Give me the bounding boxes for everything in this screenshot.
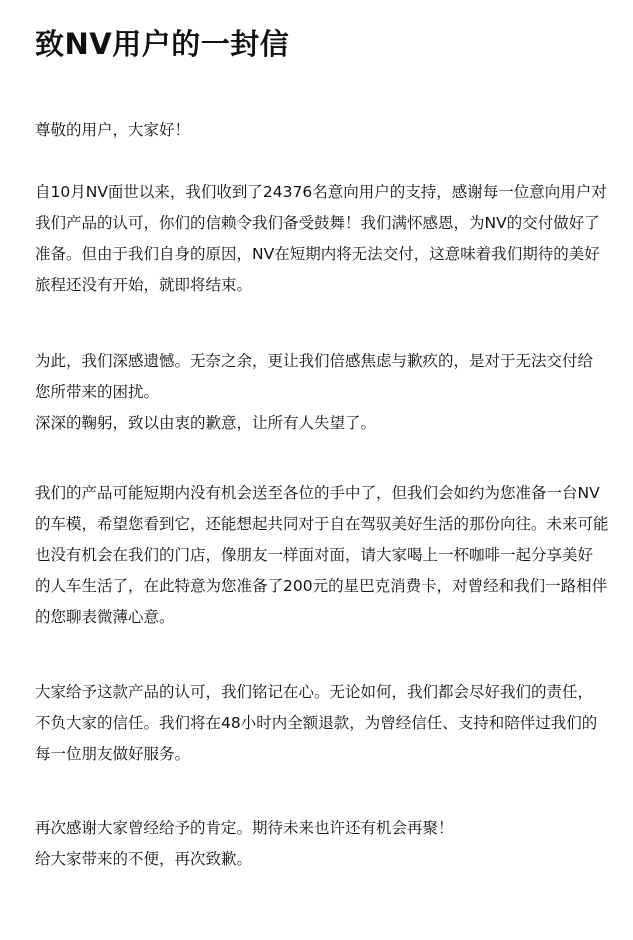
- paragraph-line: 旅程还没有开始，就即将结束。: [35, 276, 253, 294]
- letter-greeting: 尊敬的用户，大家好！: [35, 121, 191, 139]
- paragraph-line: 为此，我们深感遗憾。无奈之余，更让我们倍感焦虑与歉疚的，是对于无法交付给: [35, 352, 594, 370]
- paragraph-line: 给大家带来的不便，再次致歉。: [35, 850, 253, 868]
- paragraph-line: 的人车生活了，在此特意为您准备了200元的星巴克消费卡，对曾经和我们一路相伴: [35, 577, 608, 595]
- paragraph-line: 大家给予这款产品的认可，我们铭记在心。无论如何，我们都会尽好我们的责任，: [35, 683, 594, 701]
- paragraph-line: 也没有机会在我们的门店，像朋友一样面对面，请大家喝上一杯咖啡一起分享美好: [35, 546, 594, 564]
- paragraph-line: 不负大家的信任。我们将在48小时内全额退款，为曾经信任、支持和陪伴过我们的: [35, 714, 598, 732]
- paragraph-line: 再次感谢大家曾经给予的肯定。期待未来也许还有机会再聚！: [35, 819, 454, 837]
- paragraph-line: 每一位朋友做好服务。: [35, 745, 191, 763]
- letter-title: 致NV用户的一封信: [35, 27, 290, 61]
- paragraph-line: 的您聊表微薄心意。: [35, 608, 175, 626]
- paragraph-5: [35, 813, 615, 875]
- paragraph-line: 的车模，希望您看到它，还能想起共同对于自在驾驭美好生活的那份向往。未来可能: [35, 515, 609, 533]
- paragraph-line: 您所带来的困扰。: [35, 383, 160, 401]
- paragraph-line: 深深的鞠躬，致以由衷的歉意，让所有人失望了。: [35, 414, 377, 432]
- paragraph-line: 准备。但由于我们自身的原因，NV在短期内将无法交付，这意味着我们期待的美好: [35, 245, 600, 263]
- paragraph-4: [35, 677, 615, 770]
- paragraph-3: [35, 478, 615, 633]
- paragraph-2: [35, 346, 615, 439]
- paragraph-line: 自10月NV面世以来，我们收到了24376名意向用户的支持，感谢每一位意向用户对: [35, 183, 607, 201]
- paragraph-1: [35, 177, 615, 301]
- paragraph-line: 我们产品的认可，你们的信赖令我们备受鼓舞！我们满怀感恩，为NV的交付做好了: [35, 214, 600, 232]
- paragraph-line: 我们的产品可能短期内没有机会送至各位的手中了，但我们会如约为您准备一台NV: [35, 484, 600, 502]
